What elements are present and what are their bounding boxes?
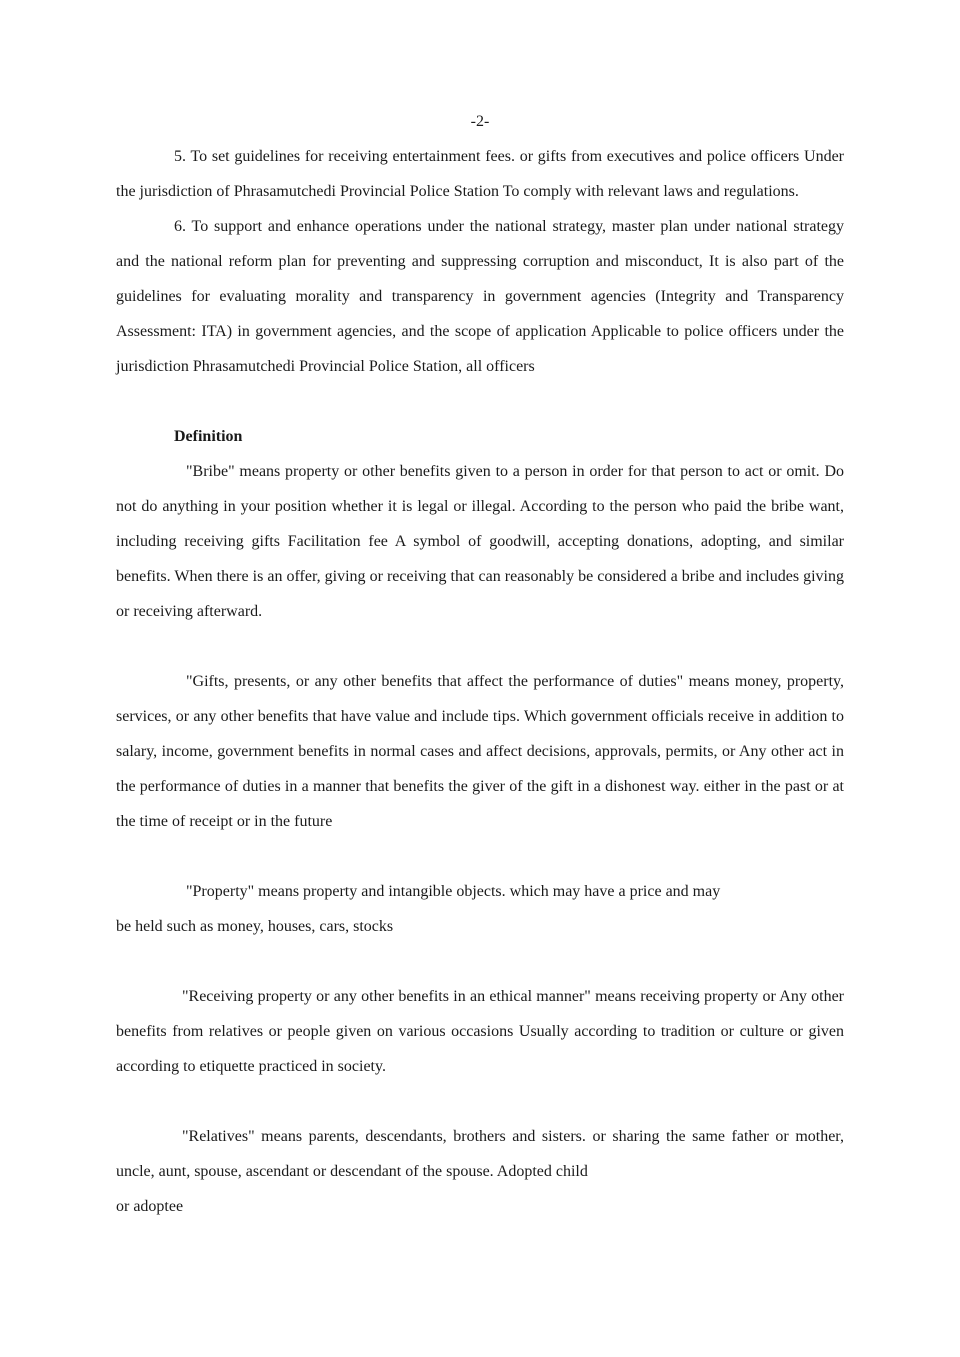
spacer (116, 384, 844, 419)
relatives-definition-line-2: or adoptee (116, 1198, 184, 1215)
definition-heading: Definition (174, 428, 243, 445)
item-5-paragraph: 5. To set guidelines for receiving entertainment fees. or gifts from executives and police officers Under the jurisdiction of Phrasamutchedi Provincial Police Station To comply with relevant laws and regulations. (116, 148, 844, 200)
property-definition-line-2: be held such as money, houses, cars, stocks (116, 918, 394, 935)
relatives-definition-line-1: "Relatives" means parents, descendants, brothers and sisters. or sharing the same father or mother, uncle, aunt, spouse, ascendant or descendant of the spouse. Adopted child (116, 1128, 844, 1180)
spacer (116, 1084, 844, 1119)
spacer (116, 944, 844, 979)
receiving-definition: "Receiving property or any other benefits in an ethical manner" means receiving property or Any other benefits from relatives or people given on various occasions Usually according to tradition or culture or given according to etiquette practiced in society. (116, 988, 844, 1075)
spacer (116, 629, 844, 664)
gifts-definition: "Gifts, presents, or any other benefits that affect the performance of duties" means money, property, services, or any other benefits that have value and include tips. Which government officials receive in addition to salary, income, government benefits in normal cases and affect decisions, approvals, permits, or Any other act in the performance of duties in a manner that benefits the giver of the gift in a dishonest way. either in the past or at the time of receipt or in the future (116, 673, 844, 830)
item-6-paragraph: 6. To support and enhance operations under the national strategy, master plan under national strategy and the national reform plan for preventing and suppressing corruption and misconduct, It is also part of the guidelines for evaluating morality and transparency in government agencies (Integrity and Transparency Assessment: ITA) in government agencies, and the scope of application Applicable to police officers under the jurisdiction Phrasamutchedi Provincial Police Station, all officers (116, 218, 844, 375)
document-body (116, 139, 844, 1224)
page-number: -2- (470, 113, 490, 130)
spacer (116, 839, 844, 874)
property-definition-line-1: "Property" means property and intangible objects. which may have a price and may (186, 883, 721, 900)
bribe-definition: "Bribe" means property or other benefits given to a person in order for that person to act or omit. Do not do anything in your position whether it is legal or illegal. According to the person who paid the bribe want, including receiving gifts Facilitation fee A symbol of goodwill, accepting donations, adopting, and similar benefits. When there is an offer, giving or receiving that can reasonably be considered a bribe and includes giving or receiving afterward. (116, 463, 844, 620)
